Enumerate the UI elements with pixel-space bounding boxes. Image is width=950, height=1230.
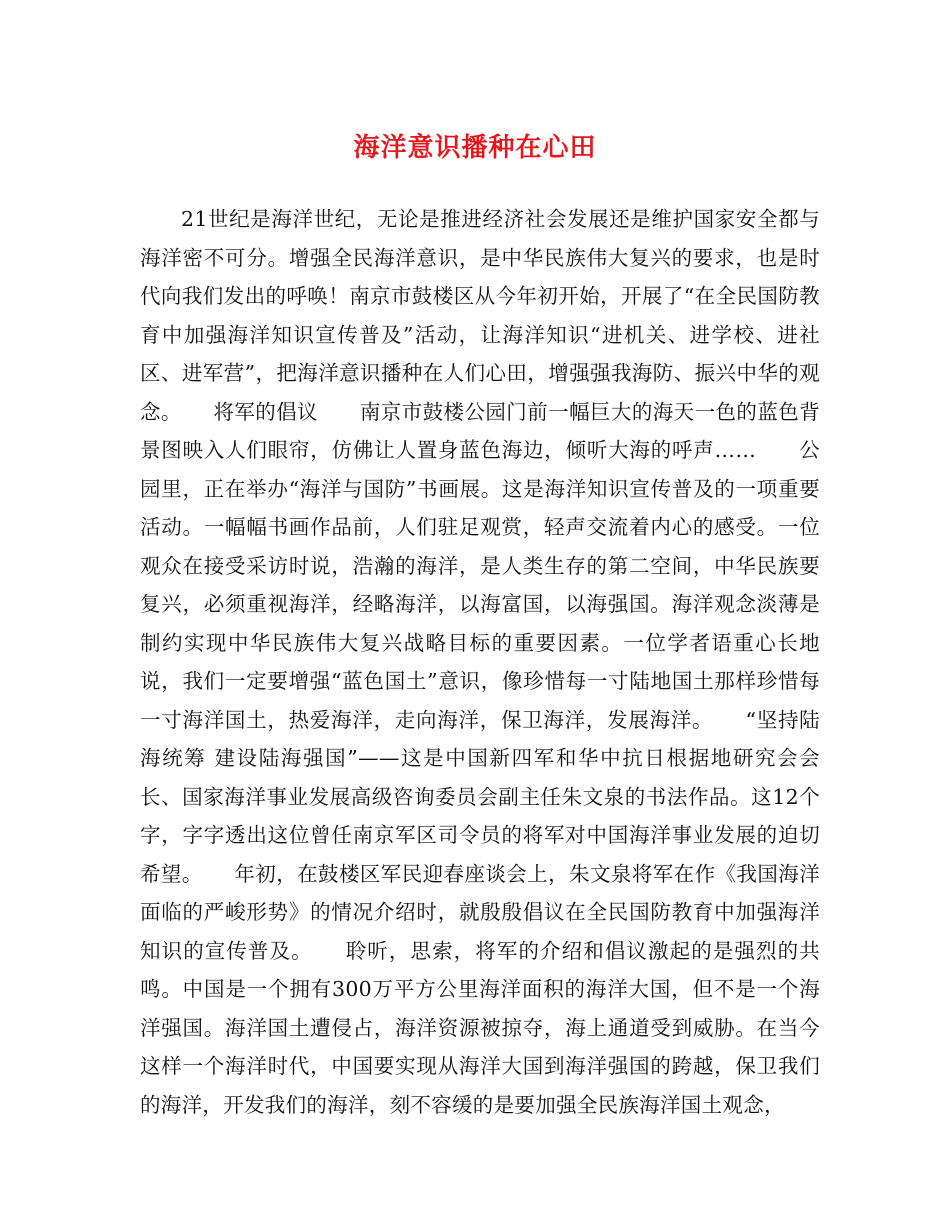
page-title: 海洋意识播种在心田	[353, 133, 597, 163]
body-paragraph: 21世纪是海洋世纪，无论是推进经济社会发展还是维护国家安全都与海洋密不可分。增强全民海洋意识，是中华民族伟大复兴的要求，也是时代向我们发出的呼唤！南京市鼓楼区从今年初开始，开展了“在全民国防教育中加强海洋知识宣传普及”活动，让海洋知识“进机关、进学校、进社区、进军营”，把海洋意识播种在人们心田，增强强我海防、振兴中华的观念。 将军的倡议 南京市鼓楼公园门前一幅巨大的海天一色的蓝色背景图映入人们眼帘，仿佛让人置身蓝色海边，倾听大海的呼声…… 公园里，正在举办“海洋与国防”书画展。这是海洋知识宣传普及的一项重要活动。一幅幅书画作品前，人们驻足观赏，轻声交流着内心的感受。一位观众在接受采访时说，浩瀚的海洋，是人类生存的第二空间，中华民族要复兴，必须重视海洋，经略海洋，以海富国，以海强国。海洋观念淡薄是制约实现中华民族伟大复兴战略目标的重要因素。一位学者语重心长地说，我们一定要增强“蓝色国土”意识，像珍惜每一寸陆地国土那样珍惜每一寸海洋国土，热爱海洋，走向海洋，保卫海洋，发展海洋。 “坚持陆海统筹 建设陆海强国”——这是中国新四军和华中抗日根据地研究会会长、国家海洋事业发展高级咨询委员会副主任朱文泉的书法作品。这12个字，字字透出这位曾任南京军区司令员的将军对中国海洋事业发展的迫切希望。 年初，在鼓楼区军民迎春座谈会上，朱文泉将军在作《我国海洋面临的严峻形势》的情况介绍时，就殷殷倡议在全民国防教育中加强海洋知识的宣传普及。 聆听，思索，将军的介绍和倡议激起的是强烈的共鸣。中国是一个拥有300万平方公里海洋面积的海洋大国，但不是一个海洋强国。海洋国土遭侵占，海洋资源被掠夺，海上通道受到威胁。在当今这样一个海洋时代，中国要实现从海洋大国到海洋强国的跨越，保卫我们的海洋，开发我们的海洋，刻不容缓的是要加强全民族海洋国土观念，	[140, 207, 820, 1117]
